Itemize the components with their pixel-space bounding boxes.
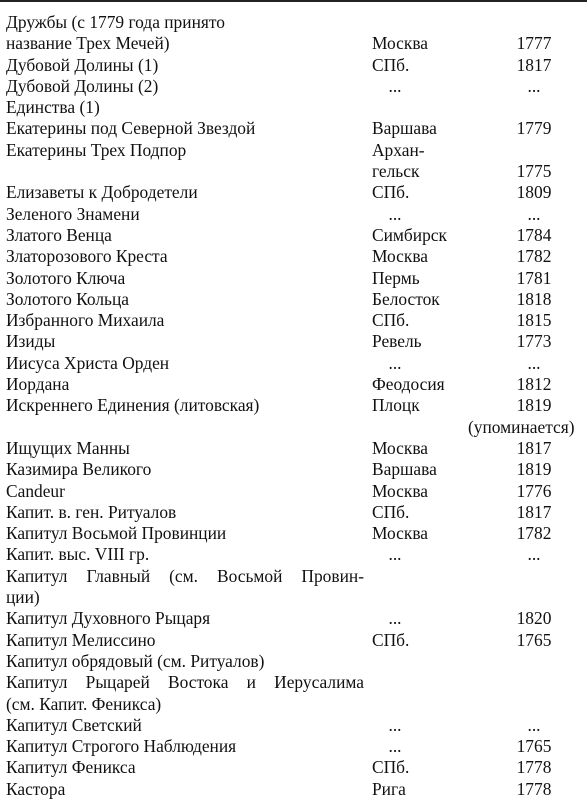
lodge-name: Капитул Феникса (6, 757, 136, 778)
lodge-name: Candeur (6, 480, 65, 501)
lodge-name: Капит. в. ген. Ритуалов (6, 501, 177, 522)
lodge-city: Варшава (372, 459, 437, 480)
table-row (6, 310, 586, 331)
lodge-name: Елизаветы к Добродетели (6, 182, 198, 203)
lodge-name: Ищущих Манны (6, 437, 130, 458)
lodge-city: СПб. (372, 182, 410, 203)
table-row (6, 246, 586, 267)
lodge-year: 1820 (516, 608, 552, 629)
lodge-year: ... (527, 75, 541, 96)
lodge-year: 1775 (516, 161, 552, 182)
lodge-name: Капит. выс. VIII гр. (6, 544, 150, 565)
lodge-city: ... (388, 736, 402, 757)
lodge-year: 1818 (516, 288, 552, 309)
table-row (6, 608, 586, 629)
lodge-year: 1778 (516, 778, 552, 799)
table-row (6, 140, 586, 161)
table-row (6, 651, 586, 672)
lodge-name: Искреннего Единения (литовская) (6, 395, 260, 416)
lodge-city: Феодосия (372, 374, 445, 395)
lodge-note: (упоминается) (468, 416, 575, 437)
table-row (6, 268, 586, 289)
lodge-city: СПб. (372, 54, 410, 75)
lodge-name: ции) (6, 587, 40, 608)
lodge-year: ... (527, 352, 541, 373)
table-row (6, 374, 586, 395)
lodge-year: 1773 (516, 331, 552, 352)
lodge-name: Кастора (6, 778, 66, 799)
table-row (6, 544, 586, 565)
lodge-year: 1776 (516, 480, 552, 501)
lodge-name: Екатерины Трех Подпор (6, 139, 187, 160)
table-row (6, 225, 586, 246)
top-rule (0, 0, 587, 2)
lodge-city: ... (388, 203, 402, 224)
lodge-name: Избранного Михаила (6, 310, 165, 331)
lodge-city: Плоцк (372, 395, 420, 416)
lodge-name: Иордана (6, 374, 70, 395)
lodge-table (6, 12, 586, 800)
lodge-name: Золотого Кольца (6, 288, 129, 309)
lodge-name: название Трех Мечей) (6, 33, 170, 54)
table-row (6, 118, 586, 139)
lodge-name: Златорозового Креста (6, 246, 168, 267)
lodge-year: 1815 (516, 310, 552, 331)
lodge-city: ... (388, 714, 402, 735)
table-row (6, 417, 586, 438)
lodge-year: 1765 (516, 736, 552, 757)
lodge-city: Москва (372, 33, 429, 54)
lodge-year: ... (527, 714, 541, 735)
lodge-name: Капитул Мелиссино (6, 629, 156, 650)
table-row (6, 694, 586, 715)
lodge-name: (см. Капит. Феникса) (6, 693, 162, 714)
lodge-name: Золотого Ключа (6, 267, 126, 288)
lodge-year: 1782 (516, 523, 552, 544)
lodge-city: Москва (372, 246, 429, 267)
table-row (6, 76, 586, 97)
table-row (6, 12, 586, 33)
lodge-name: Капитул Главный (см. Восьмой Провин- (6, 565, 364, 586)
lodge-name: Зеленого Знамени (6, 203, 140, 224)
lodge-name: Екатерины под Северной Звездой (6, 118, 256, 139)
lodge-city: Симбирск (372, 224, 447, 245)
table-row (6, 55, 586, 76)
table-row (6, 715, 586, 736)
lodge-name: Дружбы (с 1779 года принято (6, 12, 225, 32)
table-row (6, 459, 586, 480)
lodge-year: 1784 (516, 224, 552, 245)
table-row (6, 630, 586, 651)
lodge-year: 1817 (516, 54, 552, 75)
table-row (6, 672, 586, 693)
table-row (6, 395, 586, 416)
lodge-year: 1809 (516, 182, 552, 203)
lodge-name: Капитул обрядовый (см. Ритуалов) (6, 650, 265, 671)
table-row (6, 289, 586, 310)
lodge-year: 1777 (516, 33, 552, 54)
lodge-name: Изиды (6, 331, 56, 352)
lodge-name: Златого Венца (6, 224, 112, 245)
lodge-city: гельск (372, 161, 420, 182)
lodge-city: Пермь (372, 267, 420, 288)
table-row (6, 502, 586, 523)
table-row (6, 97, 586, 118)
lodge-name: Казимира Великого (6, 459, 152, 480)
table-row (6, 182, 586, 203)
lodge-year: ... (527, 544, 541, 565)
lodge-city: СПб. (372, 501, 410, 522)
table-row (6, 438, 586, 459)
lodge-name: Единства (1) (6, 97, 100, 118)
table-row (6, 331, 586, 352)
lodge-name: Капитул Восьмой Провинции (6, 523, 227, 544)
table-row (6, 204, 586, 225)
table-row (6, 353, 586, 374)
lodge-year: 1817 (516, 437, 552, 458)
lodge-city: Москва (372, 437, 429, 458)
lodge-year: 1765 (516, 629, 552, 650)
lodge-city: СПб. (372, 757, 410, 778)
table-row (6, 736, 586, 757)
lodge-year: 1782 (516, 246, 552, 267)
lodge-year: 1779 (516, 118, 552, 139)
table-row (6, 566, 586, 587)
lodge-name: Капитул Строгого Наблюдения (6, 736, 237, 757)
lodge-city: ... (388, 608, 402, 629)
lodge-city: Архан- (372, 139, 425, 160)
table-row (6, 757, 586, 778)
lodge-city: Белосток (372, 288, 440, 309)
lodge-city: Варшава (372, 118, 437, 139)
lodge-city: Ревель (372, 331, 422, 352)
table-row (6, 523, 586, 544)
lodge-city: Москва (372, 480, 429, 501)
table-row (6, 587, 586, 608)
lodge-year: 1778 (516, 757, 552, 778)
lodge-city: СПб. (372, 310, 410, 331)
lodge-name: Дубовой Долины (2) (6, 75, 159, 96)
lodge-year: 1812 (516, 374, 552, 395)
lodge-year: 1819 (516, 395, 552, 416)
lodge-city: Москва (372, 523, 429, 544)
lodge-city: ... (388, 544, 402, 565)
lodge-year: ... (527, 203, 541, 224)
lodge-name: Капитул Рыцарей Востока и Иерусалима (6, 672, 364, 693)
table-row (6, 161, 586, 182)
lodge-city: ... (388, 75, 402, 96)
lodge-name: Капитул Светский (6, 714, 142, 735)
lodge-year: 1817 (516, 501, 552, 522)
lodge-city: СПб. (372, 629, 410, 650)
lodge-year: 1819 (516, 459, 552, 480)
table-row (6, 33, 586, 54)
lodge-name: Дубовой Долины (1) (6, 54, 159, 75)
table-row (6, 779, 586, 800)
lodge-city: Рига (372, 778, 406, 799)
lodge-name: Иисуса Христа Орден (6, 352, 170, 373)
table-row (6, 481, 586, 502)
lodge-name: Капитул Духовного Рыцаря (6, 608, 211, 629)
lodge-city: ... (388, 352, 402, 373)
lodge-year: 1781 (516, 267, 552, 288)
